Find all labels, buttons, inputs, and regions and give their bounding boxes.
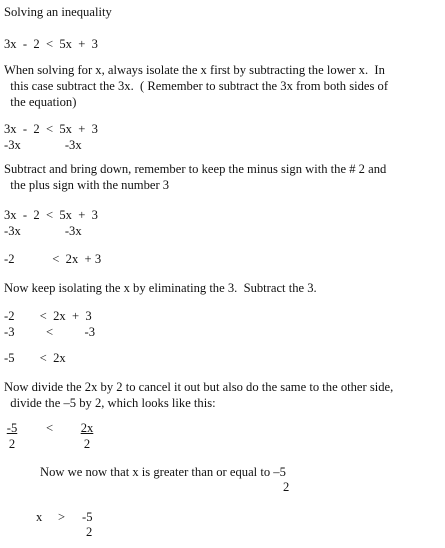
explanation-line-6: Now keep isolating the x by eliminating the 3. Subtract the 3. [4, 281, 317, 295]
final-variable: x [36, 510, 43, 524]
fraction-left-denominator: 2 [8, 437, 16, 451]
explanation-line-2: this case subtract the 3x. ( Remember to subtract the 3x from both sides of [4, 79, 389, 93]
explanation-line-4: Subtract and bring down, remember to keep the minus sign with the # 2 and [4, 162, 387, 176]
step3-result: -5 < 2x [4, 351, 66, 365]
explanation-line-1: When solving for x, always isolate the x first by subtracting the lower x. In [4, 63, 385, 77]
conclusion-denominator: 2 [283, 480, 290, 494]
page-title: Solving an inequality [4, 5, 112, 19]
explanation-line-8: divide the –5 by 2, which looks like this: [4, 396, 216, 410]
fraction-right [76, 420, 98, 452]
explanation-line-5: the plus sign with the number 3 [4, 178, 170, 192]
conclusion-text: Now we now that x is greater than or equal to –5 [40, 465, 286, 479]
fraction-right-denominator: 2 [83, 437, 91, 451]
final-operator: > [58, 510, 66, 524]
step2-result: -2 < 2x + 3 [4, 252, 102, 266]
final-numerator: -5 [82, 510, 93, 524]
explanation-line-3: the equation) [4, 95, 77, 109]
fraction-left [2, 420, 22, 452]
fraction-right-numerator: 2x [80, 421, 94, 435]
inequality-original: 3x - 2 < 5x + 3 [4, 37, 98, 51]
step1-subtraction: -3x -3x [4, 138, 82, 152]
step2-equation: 3x - 2 < 5x + 3 [4, 208, 98, 222]
explanation-line-7: Now divide the 2x by 2 to cancel it out but also do the same to the other side, [4, 380, 394, 394]
step2-subtraction: -3x -3x [4, 224, 82, 238]
final-denominator: 2 [86, 525, 93, 539]
step1-equation: 3x - 2 < 5x + 3 [4, 122, 98, 136]
step3-equation: -2 < 2x + 3 [4, 309, 92, 323]
division-operator: < [46, 421, 54, 435]
fraction-left-numerator: -5 [6, 421, 18, 435]
step3-subtraction: -3 < -3 [4, 325, 96, 339]
